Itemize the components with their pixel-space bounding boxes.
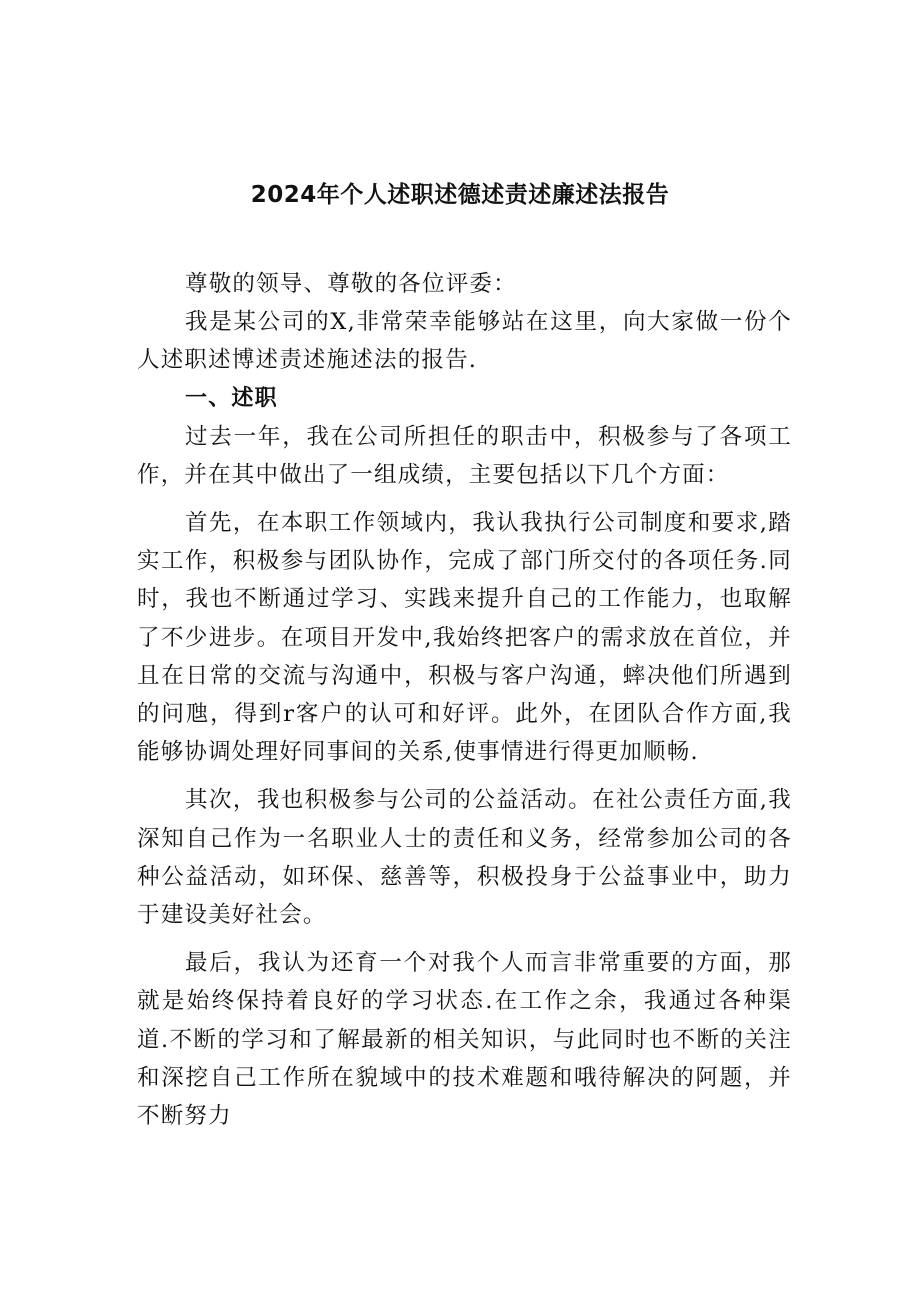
section-heading: 一、述职 (185, 385, 278, 411)
third-point-paragraph: 最后，我认为还育一个对我个人而言非常重要的方面，那就是始终保持着良好的学习状态.在工作之余，我通过各种渠道.不断的学习和了解最新的相关知识，与此同时也不断的关注和深挖自己工作所在貌域中的技术难题和哦待解决的阿题，并不断努力 (137, 950, 792, 1130)
overview-paragraph: 过去一年，我在公司所担任的职击中，积极参与了各项工作，并在其中做出了一组成绩，主要包括以下几个方面： (137, 423, 792, 488)
second-point-paragraph: 其次，我也积极参与公司的公益活动。在社公责任方面,我深知自己作为一名职业人士的责任和义务，经常参加公司的各种公益活动，如环保、慈善等，积极投身于公益事业中，助力于建设美好社会。 (137, 787, 792, 929)
salutation: 尊敬的领导、尊敬的各位评委： (185, 271, 517, 297)
document-title: 2024年个人述职述德述责述廉述法报告 (250, 182, 670, 208)
first-point-paragraph: 首先，在本职工作领域内，我认我执行公司制度和要求,踏实工作，积极参与团队协作，完成了部门所交付的各项任务.同时，我也不断通过学习、实践来提升自己的工作能力，也取解了不少进步。在项目开发中,我始终把客户的需求放在首位，并且在日常的交流与沟通中，积极与客户沟通，蟀决他们所遇到的问虺，得到r客户的认可和好评。此外，在团队合作方面,我能够协调处理好同事间的关系,使事情进行得更加顺畅. (137, 510, 792, 766)
document-body (137, 265, 792, 1135)
intro-paragraph: 我是某公司的X,非常荣幸能够站在这里，向大家做一份个人述职述博述责述施述法的报告. (137, 309, 792, 374)
